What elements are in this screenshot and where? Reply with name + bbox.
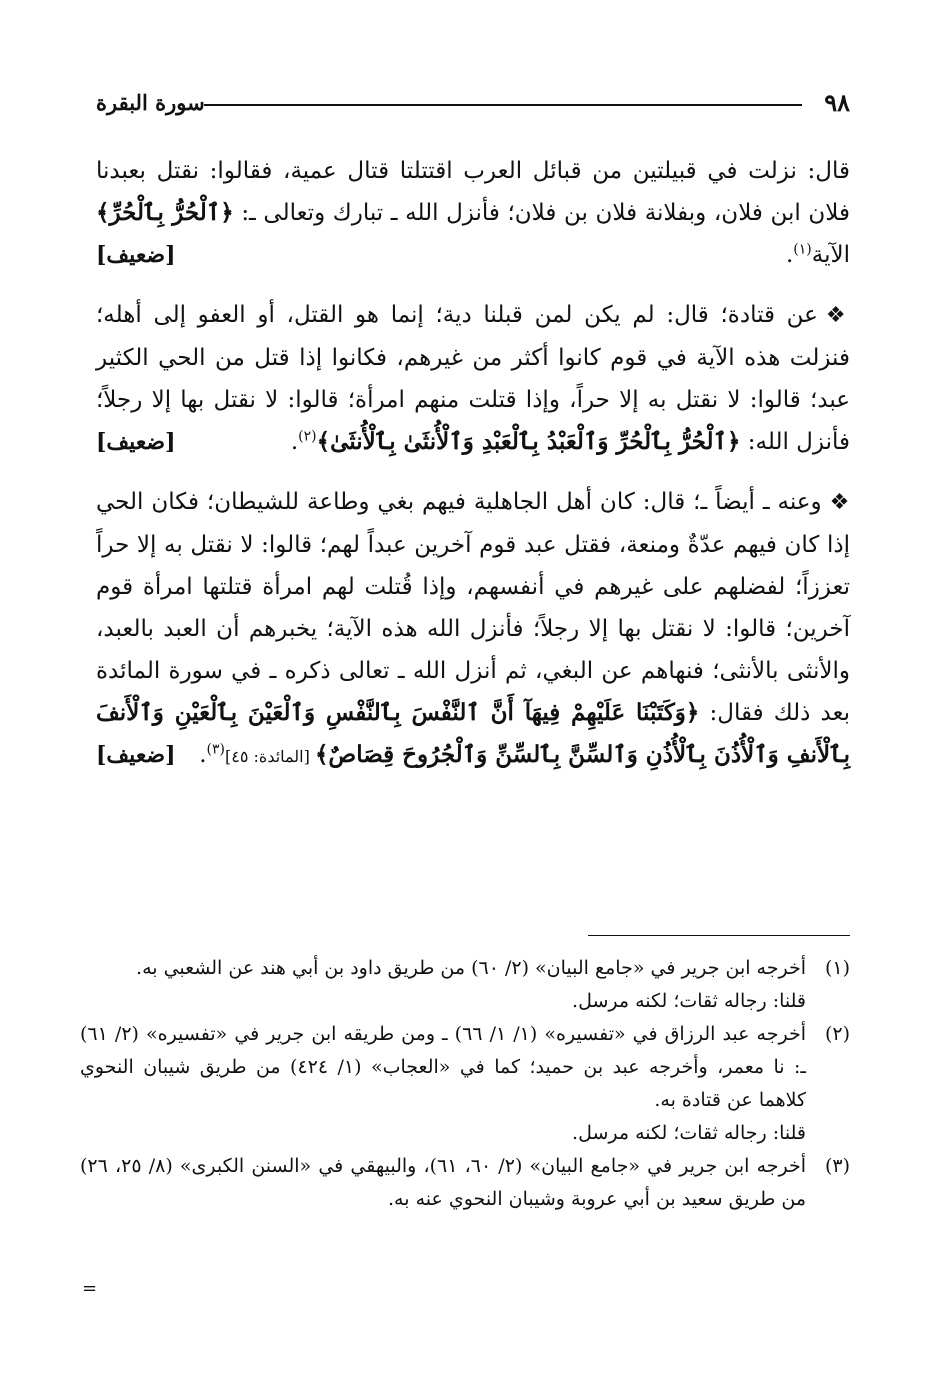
footnote: [80, 952, 850, 1018]
footnote-number: (٢): [824, 1023, 850, 1045]
footnote-number: (٣): [824, 1155, 850, 1177]
footnotes: [80, 952, 850, 1216]
sentence-end: .: [785, 242, 794, 268]
footnote-separator: [588, 935, 850, 936]
footnote-ref[interactable]: (١): [793, 241, 812, 258]
footnote: [80, 1150, 850, 1216]
paragraph-text-after: الآية: [811, 242, 850, 268]
paragraph: [96, 150, 850, 276]
sentence-end: .: [290, 429, 299, 455]
sentence-end: .: [199, 742, 207, 768]
footnote-line: أخرجه عبد الرزاق في «تفسيره» (١/ ١/ ٦٦) ـ ومن طريقه ابن جرير في «تفسيره» (٢/ ٦١) ـ: نا معمر، وأخرجه عبد بن حميد؛ كما في «العجاب» (١/ ٤٢٤) من طريق شيبان النحوي كلاهما عن قتادة به.: [80, 1023, 806, 1111]
grading-label: [ضعيف]: [96, 429, 176, 455]
bullet-icon: ❖: [829, 490, 850, 515]
footnote-ref[interactable]: (٣): [206, 741, 226, 758]
footnote-number: (١): [824, 957, 850, 979]
header-rule: [204, 104, 802, 106]
footnote-line: أخرجه ابن جرير في «جامع البيان» (٢/ ٦٠، ٦١)، والبيهقي في «السنن الكبرى» (٨/ ٢٥، ٢٦) من طريق سعيد بن أبي عروبة وشيبان النحوي عنه به.: [80, 1155, 807, 1210]
grading-label: [ضعيف]: [96, 242, 176, 268]
paragraph-text: عن قتادة؛ قال: لم يكن لمن قبلنا دية؛ إنما هو القتل، أو العفو إلى أهله؛ فنزلت هذه الآية في قوم كانوا أكثر من غيرهم، فكانوا إذا قتل من الحي الكثير عبد؛ قالوا: لا نقتل به إلا حراً، وإذا قتلت منهم امرأة؛ قالوا: لا نقتل بها إلا رجلاً؛ فأنزل الله:: [96, 302, 850, 455]
footnote-ref[interactable]: (٢): [298, 428, 317, 445]
surah-title: سورة البقرة: [96, 90, 205, 115]
quran-verse: ﴿ٱلْحُرُّ بِٱلْحُرِّ وَٱلْعَبْدُ بِٱلْعَبْدِ وَٱلْأُنثَىٰ بِٱلْأُنثَىٰ﴾: [316, 428, 741, 455]
paragraph-text: وعنه ـ أيضاً ـ؛ قال: كان أهل الجاهلية فيهم بغي وطاعة للشيطان؛ فكان الحي إذا كان فيهم عدّةٌ ومنعة، فقتل عبد قوم آخرين عبداً لهم؛ قالوا: لا نقتل به إلا حراً تعززاً؛ لفضلهم على غيرهم في أنفسهم، وإذا قُتلت لهم امرأة قتلتها امرأة قوم آخرين؛ قالوا: لا نقتل بها إلا رجلاً؛ فأنزل الله هذه الآية؛ يخبرهم أن العبد بالعبد، والأنثى بالأنثى؛ فنهاهم عن البغي، ثم أنزل الله ـ تعالى ذكره ـ في سورة المائدة بعد ذلك فقال:: [96, 489, 851, 726]
footnote-line: قلنا: رجاله ثقات؛ لكنه مرسل.: [572, 1122, 806, 1144]
continuation-mark: =: [82, 1278, 98, 1299]
main-text: [96, 150, 850, 796]
quran-verse: ﴿وَكَتَبْنَا عَلَيْهِمْ فِيهَآ أَنَّ ٱلنَّفْسَ بِٱلنَّفْسِ وَٱلْعَيْنَ بِٱلْعَيْنِ وَٱلْأَنفَ بِٱلْأَنفِ وَٱلْأُذُنَ بِٱلْأُذُنِ وَٱلسِّنَّ بِٱلسِّنِّ وَٱلْجُرُوحَ قِصَاصٌ﴾: [96, 699, 850, 768]
page-number: ٩٨: [824, 88, 850, 117]
page-header: [96, 88, 850, 122]
footnote: [80, 1018, 850, 1150]
surah-reference: [المائدة: ٤٥]: [225, 747, 315, 766]
paragraph: [96, 294, 850, 463]
bullet-icon: ❖: [825, 303, 851, 328]
paragraph: [96, 481, 850, 778]
grading-label: [ضعيف]: [96, 742, 176, 768]
footnote-line: قلنا: رجاله ثقات؛ لكنه مرسل.: [572, 990, 806, 1012]
paragraph-text: قال: نزلت في قبيلتين من قبائل العرب اقتتلتا قتال عمية، فقالوا: نقتل بعبدنا فلان ابن فلان، وبفلانة فلان بن فلان؛ فأنزل الله ـ تبارك وتعالى ـ:: [96, 158, 851, 226]
quran-verse: ﴿ٱلْحُرُّ بِٱلْحُرِّ﴾: [96, 199, 234, 226]
footnote-line: أخرجه ابن جرير في «جامع البيان» (٢/ ٦٠) من طريق داود بن أبي هند عن الشعبي به.: [136, 957, 806, 979]
